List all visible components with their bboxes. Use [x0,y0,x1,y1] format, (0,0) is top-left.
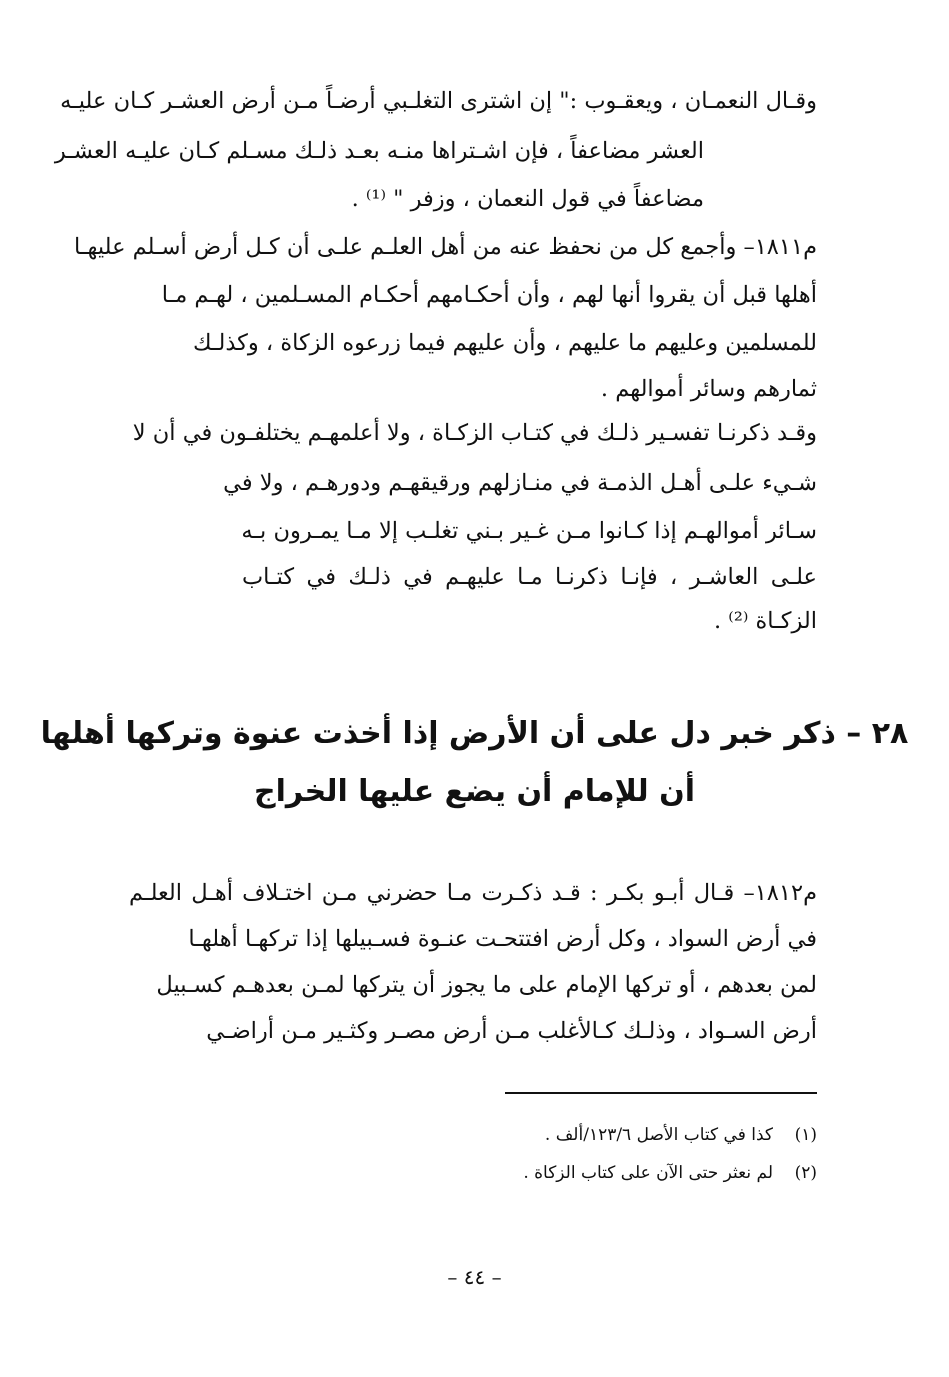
text-line: م١٨١١– وأجمع كل من نحفظ عنه من أهل العلـم علـى أن كـل أرض أسـلم عليهـا [74,234,817,260]
text-line: للمسلمين وعليهم ما عليهم ، وأن عليهم فيما زرعوه الزكاة ، وكذلـك [192,330,817,356]
section-heading-line-1: ٢٨ – ذكر خبر دل على أن الأرض إذا أخذت عنوة وتركها أهلها [40,716,909,751]
text-line: لمن بعدهم ، أو تركها الإمام على ما يجوز أن يتركها لمـن بعدهـم كسـبيل [156,972,817,998]
text-line: أهلها قبل أن يقروا أنها لهم ، وأن أحكـامهم أحكـام المسـلمين ، لهـم مـا [161,282,817,308]
text-line: الزكـاة ⁽²⁾ . [713,608,817,634]
footnote-number: (١) [794,1125,817,1145]
footnote-number: (٢) [794,1163,817,1183]
text-line: علـى العاشـر ، فإنـا ذكرنـا مـا عليهـم في ذلـك في كتـاب [242,564,817,590]
text-line: وقـد ذكرنـا تفسـير ذلـك في كتـاب الزكـاة ، ولا أعلمهـم يختلفـون في أن لا [132,420,817,446]
footnote-2 [523,1160,817,1186]
text-line: في أرض السواد ، وكل أرض افتتحـت عنـوة فسـبيلها إذا تركهـا أهلهـا [188,926,817,952]
footnote-1 [545,1122,817,1148]
footnote-separator [505,1092,817,1094]
text-line: شـيء علـى أهـل الذمـة في منـازلهم ورقيقهـم ودورهـم ، ولا في [223,470,817,496]
text-line: سـائر أموالهـم إذا كـانوا مـن غـير بـني تغلـب إلا مـا يمـرون بـه [241,518,817,544]
footnote-text: لم نعثر حتى الآن على كتاب الزكاة . [523,1163,773,1183]
text-line: وقـال النعمـان ، ويعقـوب :" إن اشترى التغلـبي أرضـاً مـن أرض العشـر كـان عليـه [60,88,817,114]
text-line: م١٨١٢– قـال أبـو بكـر : قـد ذكـرت مـا حضرني مـن اختـلاف أهـل العلـم [129,880,817,906]
section-heading-line-2: أن للإمام أن يضع عليها الخراج [254,774,695,809]
text-line: العشر مضاعفاً ، فإن اشـتراها منـه بعـد ذلـك مسـلم كـان عليـه العشـر [54,138,704,164]
text-line: أرض السـواد ، وذلـك كـالأغلب مـن أرض مصـر وكثـير مـن أراضـي [206,1018,817,1044]
text-line: مضاعفاً في قول النعمان ، وزفر " ⁽¹⁾ . [351,186,704,212]
footnote-text: كذا في كتاب الأصل ١٢٣/٦/ألف . [544,1125,773,1145]
page-number: – ٤٤ – [447,1265,502,1289]
text-line: ثمارهم وسائر أموالهم . [600,376,817,402]
